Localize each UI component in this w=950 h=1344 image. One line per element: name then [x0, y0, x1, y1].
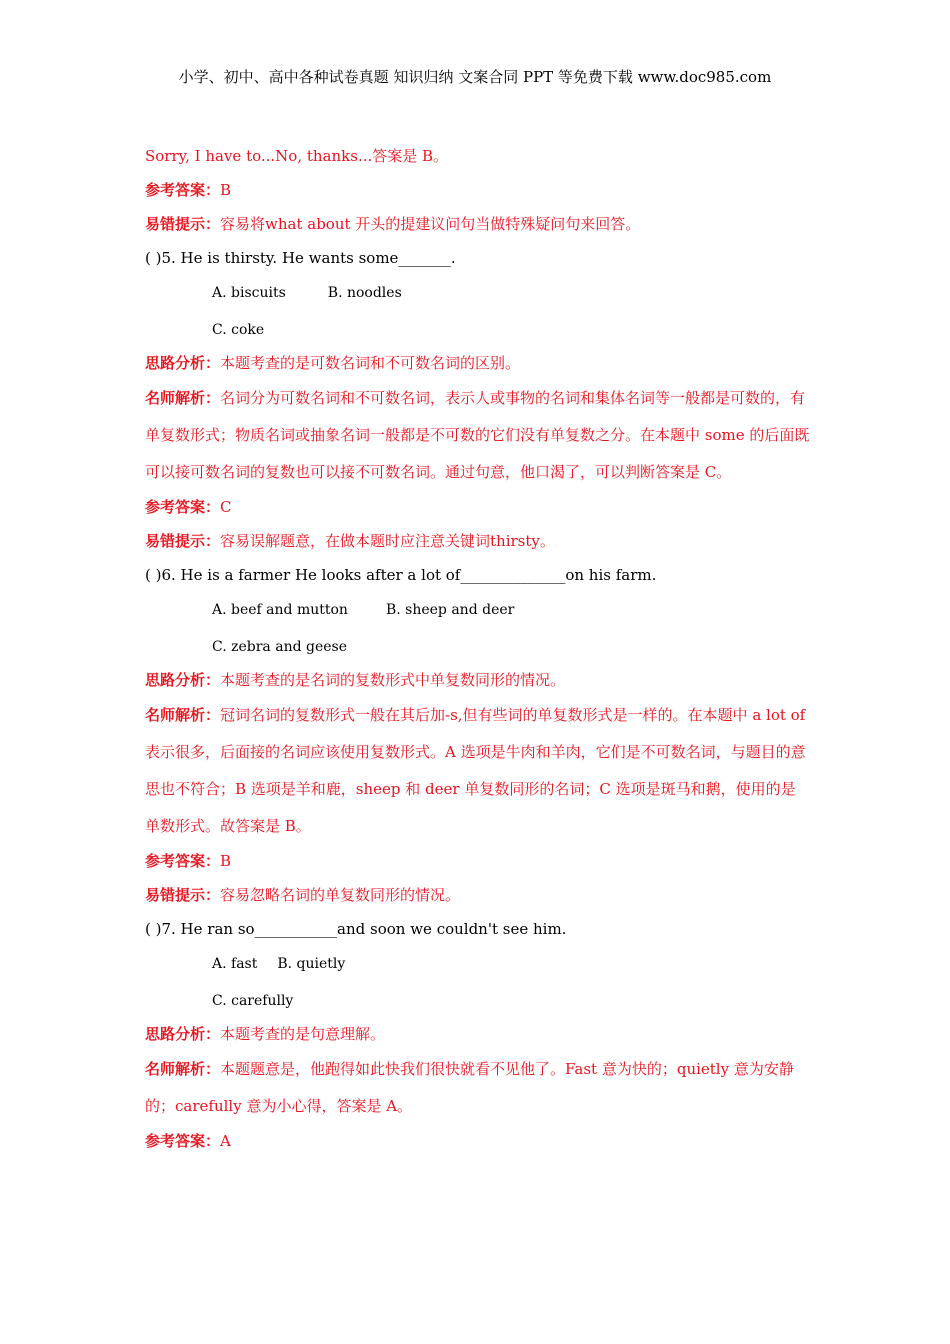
page-header: 小学、初中、高中各种试卷真题 知识归纳 文案合同 PPT 等免费下载 www.doc985.com [178, 68, 772, 86]
q6-question: ( )6. He is a farmer He looks after a lot of______________on his farm. [145, 566, 657, 584]
q7-option-c: C. carefully [212, 993, 294, 1009]
q5-answer [145, 497, 810, 518]
q6-analysis [145, 670, 810, 691]
explain-text: 本题题意是，他跑得如此快我们很快就看不见他了。Fast 意为快的；quietly 意为安静的；carefully 意为小心得，答案是 A。 [145, 1060, 794, 1115]
tip-label: 易错提示： [145, 215, 221, 233]
q5-options-ab [145, 283, 810, 303]
explain-label: 名师解析： [145, 706, 221, 724]
tip-label: 易错提示： [145, 886, 221, 904]
answer-value: A [220, 1132, 231, 1150]
analysis-text: 本题考查的是名词的复数形式中单复数同形的情况。 [220, 671, 566, 689]
explain-text: 名词分为可数名词和不可数名词，表示人或事物的名词和集体名词等一般都是可数的，有单复数形式；物质名词或抽象名词一般都是不可数的它们没有单复数之分。在本题中 some 的后面既可以接可数名词的复数也可以接不可数名词。通过句意，他口渴了，可以判断答案是 C。 [145, 389, 810, 481]
q7-option-b: B. quietly [277, 956, 346, 972]
explain-label: 名师解析： [145, 1060, 221, 1078]
q5-option-c: C. coke [212, 322, 265, 338]
tip-text: 容易忽略名词的单复数同形的情况。 [220, 886, 461, 904]
q4-explanation-end: Sorry, I have to...No, thanks...答案是 B。 [145, 147, 449, 165]
answer-value: B [220, 181, 232, 199]
q7-option-a: A. fast [212, 956, 258, 972]
document-body [145, 146, 810, 1152]
explain-label: 名师解析： [145, 389, 221, 407]
analysis-text: 本题考查的是可数名词和不可数名词的区别。 [220, 354, 521, 372]
q7-question: ( )7. He ran so___________and soon we couldn't see him. [145, 920, 567, 938]
answer-label: 参考答案： [145, 1132, 221, 1150]
q6-explanation [145, 697, 810, 845]
q5-option-b: B. noodles [327, 285, 402, 301]
q6-option-b: B. sheep and deer [385, 602, 515, 618]
analysis-label: 思路分析： [145, 671, 221, 689]
q7-analysis [145, 1024, 810, 1045]
tip-label: 易错提示： [145, 532, 221, 550]
answer-label: 参考答案： [145, 498, 221, 516]
q6-options-ab [145, 600, 810, 620]
q4-tip [145, 214, 810, 235]
q6-option-c: C. zebra and geese [212, 639, 348, 655]
analysis-label: 思路分析： [145, 354, 221, 372]
answer-label: 参考答案： [145, 852, 221, 870]
q5-explanation [145, 380, 810, 491]
q6-option-a: A. beef and mutton [212, 602, 348, 618]
analysis-text: 本题考查的是句意理解。 [220, 1025, 386, 1043]
answer-value: B [220, 852, 232, 870]
q7-explanation [145, 1051, 810, 1125]
explain-text: 冠词名词的复数形式一般在其后加-s,但有些词的单复数形式是一样的。在本题中 a lot of 表示很多，后面接的名词应该使用复数形式。A 选项是牛肉和羊肉，它们是不可数名词，与题目的意思也不符合；B 选项是羊和鹿，sheep 和 deer 单复数同形的名词；C 选项是斑马和鹅，使用的是单数形式。故答案是 B。 [145, 706, 806, 835]
answer-label: 参考答案： [145, 181, 221, 199]
q5-analysis [145, 353, 810, 374]
q6-answer [145, 851, 810, 872]
answer-value: C [220, 498, 232, 516]
q6-tip [145, 885, 810, 906]
q5-question: ( )5. He is thirsty. He wants some_______. [145, 249, 456, 267]
q4-answer [145, 180, 810, 201]
q7-answer [145, 1131, 810, 1152]
q5-option-a: A. biscuits [212, 285, 286, 301]
tip-text: 容易将what about 开头的提建议问句当做特殊疑问句来回答。 [220, 215, 641, 233]
tip-text: 容易误解题意，在做本题时应注意关键词thirsty。 [220, 532, 555, 550]
analysis-label: 思路分析： [145, 1025, 221, 1043]
q7-options-ab [145, 954, 810, 974]
q5-tip [145, 531, 810, 552]
